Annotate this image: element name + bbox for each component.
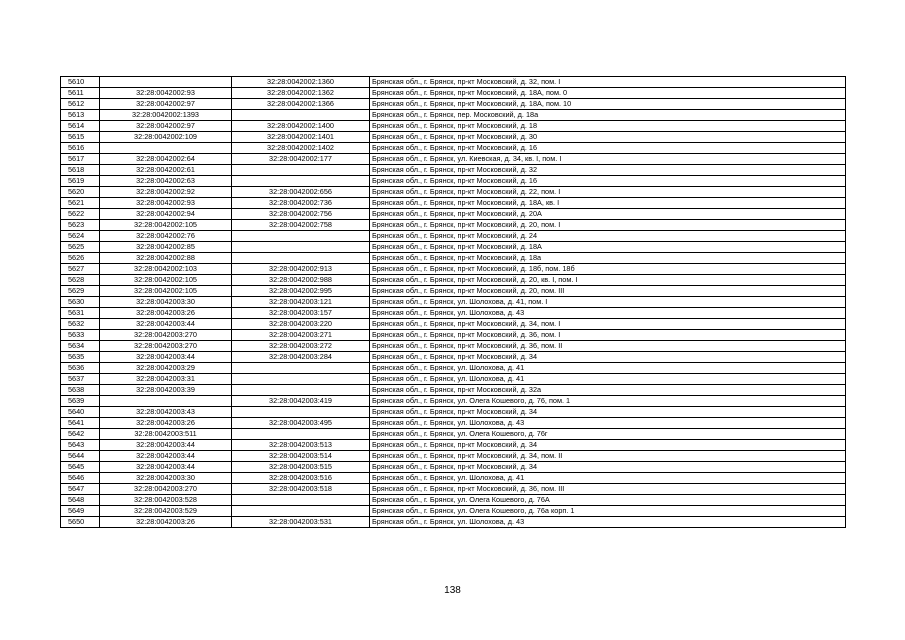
object-cadastral-number-cell: 32:28:0042002:1362 bbox=[232, 88, 370, 99]
table-row bbox=[61, 352, 846, 363]
address-cell: Брянская обл., г. Брянск, пр-кт Московский, д. 34, пом. II bbox=[370, 451, 846, 462]
object-cadastral-number-cell: 32:28:0042002:758 bbox=[232, 220, 370, 231]
object-cadastral-number-cell: 32:28:0042003:220 bbox=[232, 319, 370, 330]
address-cell: Брянская обл., г. Брянск, ул. Олега Кошевого, д. 76а корп. 1 bbox=[370, 506, 846, 517]
parcel-cadastral-number-cell: 32:28:0042003:270 bbox=[100, 341, 232, 352]
table-row bbox=[61, 297, 846, 308]
row-number-cell: 5642 bbox=[61, 429, 100, 440]
address-cell: Брянская обл., г. Брянск, пр-кт Московский, д. 18 bbox=[370, 121, 846, 132]
object-cadastral-number-cell: 32:28:0042002:1401 bbox=[232, 132, 370, 143]
row-number-cell: 5641 bbox=[61, 418, 100, 429]
table-row bbox=[61, 330, 846, 341]
address-cell: Брянская обл., г. Брянск, пр-кт Московский, д. 34, пом. I bbox=[370, 319, 846, 330]
parcel-cadastral-number-cell: 32:28:0042002:76 bbox=[100, 231, 232, 242]
parcel-cadastral-number-cell: 32:28:0042002:85 bbox=[100, 242, 232, 253]
parcel-cadastral-number-cell: 32:28:0042002:64 bbox=[100, 154, 232, 165]
object-cadastral-number-cell: 32:28:0042002:913 bbox=[232, 264, 370, 275]
row-number-cell: 5623 bbox=[61, 220, 100, 231]
address-cell: Брянская обл., г. Брянск, пр-кт Московский, д. 32 bbox=[370, 165, 846, 176]
object-cadastral-number-cell: 32:28:0042002:736 bbox=[232, 198, 370, 209]
object-cadastral-number-cell bbox=[232, 231, 370, 242]
row-number-cell: 5637 bbox=[61, 374, 100, 385]
parcel-cadastral-number-cell: 32:28:0042003:26 bbox=[100, 308, 232, 319]
row-number-cell: 5632 bbox=[61, 319, 100, 330]
row-number-cell: 5644 bbox=[61, 451, 100, 462]
object-cadastral-number-cell bbox=[232, 385, 370, 396]
address-cell: Брянская обл., г. Брянск, пр-кт Московский, д. 20А bbox=[370, 209, 846, 220]
address-cell: Брянская обл., г. Брянск, пр-кт Московский, д. 32, пом. I bbox=[370, 77, 846, 88]
object-cadastral-number-cell: 32:28:0042002:995 bbox=[232, 286, 370, 297]
parcel-cadastral-number-cell: 32:28:0042003:44 bbox=[100, 352, 232, 363]
parcel-cadastral-number-cell: 32:28:0042003:529 bbox=[100, 506, 232, 517]
row-number-cell: 5645 bbox=[61, 462, 100, 473]
object-cadastral-number-cell: 32:28:0042002:756 bbox=[232, 209, 370, 220]
object-cadastral-number-cell: 32:28:0042003:515 bbox=[232, 462, 370, 473]
row-number-cell: 5631 bbox=[61, 308, 100, 319]
object-cadastral-number-cell: 32:28:0042002:656 bbox=[232, 187, 370, 198]
parcel-cadastral-number-cell: 32:28:0042003:26 bbox=[100, 517, 232, 528]
address-cell: Брянская обл., г. Брянск, ул. Киевская, д. 34, кв. I, пом. I bbox=[370, 154, 846, 165]
row-number-cell: 5634 bbox=[61, 341, 100, 352]
object-cadastral-number-cell bbox=[232, 165, 370, 176]
table-row bbox=[61, 396, 846, 407]
address-cell: Брянская обл., г. Брянск, пр-кт Московский, д. 24 bbox=[370, 231, 846, 242]
object-cadastral-number-cell: 32:28:0042003:272 bbox=[232, 341, 370, 352]
table-row bbox=[61, 407, 846, 418]
row-number-cell: 5638 bbox=[61, 385, 100, 396]
address-cell: Брянская обл., г. Брянск, пр-кт Московский, д. 18А, пом. 0 bbox=[370, 88, 846, 99]
object-cadastral-number-cell bbox=[232, 253, 370, 264]
address-cell: Брянская обл., г. Брянск, ул. Олега Кошевого, д. 76, пом. 1 bbox=[370, 396, 846, 407]
object-cadastral-number-cell: 32:28:0042002:1400 bbox=[232, 121, 370, 132]
object-cadastral-number-cell: 32:28:0042003:271 bbox=[232, 330, 370, 341]
object-cadastral-number-cell: 32:28:0042003:419 bbox=[232, 396, 370, 407]
table-row bbox=[61, 110, 846, 121]
object-cadastral-number-cell: 32:28:0042002:1366 bbox=[232, 99, 370, 110]
row-number-cell: 5643 bbox=[61, 440, 100, 451]
address-cell: Брянская обл., г. Брянск, ул. Олега Кошевого, д. 76г bbox=[370, 429, 846, 440]
parcel-cadastral-number-cell: 32:28:0042003:39 bbox=[100, 385, 232, 396]
address-cell: Брянская обл., г. Брянск, пр-кт Московский, д. 20, пом. III bbox=[370, 286, 846, 297]
object-cadastral-number-cell: 32:28:0042003:513 bbox=[232, 440, 370, 451]
object-cadastral-number-cell bbox=[232, 495, 370, 506]
row-number-cell: 5630 bbox=[61, 297, 100, 308]
table-row bbox=[61, 187, 846, 198]
parcel-cadastral-number-cell: 32:28:0042002:88 bbox=[100, 253, 232, 264]
table-row bbox=[61, 231, 846, 242]
table-row bbox=[61, 132, 846, 143]
address-cell: Брянская обл., г. Брянск, пр-кт Московский, д. 34 bbox=[370, 352, 846, 363]
address-cell: Брянская обл., г. Брянск, пр-кт Московский, д. 36, пом. III bbox=[370, 484, 846, 495]
object-cadastral-number-cell bbox=[232, 374, 370, 385]
table-row bbox=[61, 484, 846, 495]
table-row bbox=[61, 429, 846, 440]
parcel-cadastral-number-cell: 32:28:0042002:63 bbox=[100, 176, 232, 187]
row-number-cell: 5646 bbox=[61, 473, 100, 484]
parcel-cadastral-number-cell: 32:28:0042003:44 bbox=[100, 440, 232, 451]
parcel-cadastral-number-cell: 32:28:0042003:26 bbox=[100, 418, 232, 429]
row-number-cell: 5621 bbox=[61, 198, 100, 209]
parcel-cadastral-number-cell: 32:28:0042002:92 bbox=[100, 187, 232, 198]
address-cell: Брянская обл., г. Брянск, пр-кт Московский, д. 20, пом. I bbox=[370, 220, 846, 231]
parcel-cadastral-number-cell: 32:28:0042003:44 bbox=[100, 319, 232, 330]
object-cadastral-number-cell: 32:28:0042002:1360 bbox=[232, 77, 370, 88]
address-cell: Брянская обл., г. Брянск, пр-кт Московский, д. 34 bbox=[370, 462, 846, 473]
object-cadastral-number-cell: 32:28:0042003:284 bbox=[232, 352, 370, 363]
page-number: 138 bbox=[444, 585, 461, 596]
parcel-cadastral-number-cell: 32:28:0042002:1393 bbox=[100, 110, 232, 121]
table-row bbox=[61, 198, 846, 209]
row-number-cell: 5628 bbox=[61, 275, 100, 286]
address-cell: Брянская обл., г. Брянск, пр-кт Московский, д. 18А, пом. 10 bbox=[370, 99, 846, 110]
address-cell: Брянская обл., г. Брянск, ул. Шолохова, д. 43 bbox=[370, 418, 846, 429]
table-row bbox=[61, 363, 846, 374]
parcel-cadastral-number-cell: 32:28:0042003:43 bbox=[100, 407, 232, 418]
parcel-cadastral-number-cell: 32:28:0042003:44 bbox=[100, 451, 232, 462]
parcel-cadastral-number-cell: 32:28:0042002:105 bbox=[100, 220, 232, 231]
parcel-cadastral-number-cell: 32:28:0042003:511 bbox=[100, 429, 232, 440]
parcel-cadastral-number-cell: 32:28:0042002:109 bbox=[100, 132, 232, 143]
row-number-cell: 5639 bbox=[61, 396, 100, 407]
object-cadastral-number-cell: 32:28:0042003:495 bbox=[232, 418, 370, 429]
object-cadastral-number-cell bbox=[232, 506, 370, 517]
object-cadastral-number-cell bbox=[232, 407, 370, 418]
row-number-cell: 5624 bbox=[61, 231, 100, 242]
row-number-cell: 5633 bbox=[61, 330, 100, 341]
parcel-cadastral-number-cell: 32:28:0042002:97 bbox=[100, 121, 232, 132]
row-number-cell: 5611 bbox=[61, 88, 100, 99]
table-row bbox=[61, 308, 846, 319]
object-cadastral-number-cell: 32:28:0042003:518 bbox=[232, 484, 370, 495]
table-row bbox=[61, 506, 846, 517]
table-row bbox=[61, 462, 846, 473]
row-number-cell: 5640 bbox=[61, 407, 100, 418]
parcel-cadastral-number-cell: 32:28:0042002:94 bbox=[100, 209, 232, 220]
table-row bbox=[61, 319, 846, 330]
address-cell: Брянская обл., г. Брянск, пр-кт Московский, д. 20, кв. I, пом. I bbox=[370, 275, 846, 286]
registry-table-body bbox=[61, 77, 846, 528]
object-cadastral-number-cell: 32:28:0042003:157 bbox=[232, 308, 370, 319]
address-cell: Брянская обл., г. Брянск, ул. Шолохова, д. 43 bbox=[370, 517, 846, 528]
address-cell: Брянская обл., г. Брянск, пр-кт Московский, д. 30 bbox=[370, 132, 846, 143]
address-cell: Брянская обл., г. Брянск, пр-кт Московский, д. 18А, кв. I bbox=[370, 198, 846, 209]
address-cell: Брянская обл., г. Брянск, пр-кт Московский, д. 34 bbox=[370, 440, 846, 451]
table-row bbox=[61, 517, 846, 528]
address-cell: Брянская обл., г. Брянск, пр-кт Московский, д. 18б, пом. 18б bbox=[370, 264, 846, 275]
object-cadastral-number-cell: 32:28:0042003:514 bbox=[232, 451, 370, 462]
address-cell: Брянская обл., г. Брянск, пр-кт Московский, д. 22, пом. I bbox=[370, 187, 846, 198]
object-cadastral-number-cell bbox=[232, 363, 370, 374]
parcel-cadastral-number-cell: 32:28:0042002:93 bbox=[100, 198, 232, 209]
row-number-cell: 5610 bbox=[61, 77, 100, 88]
address-cell: Брянская обл., г. Брянск, пр-кт Московский, д. 36, пом. II bbox=[370, 341, 846, 352]
address-cell: Брянская обл., г. Брянск, пр-кт Московский, д. 16 bbox=[370, 176, 846, 187]
address-cell: Брянская обл., г. Брянск, пр-кт Московский, д. 16 bbox=[370, 143, 846, 154]
table-row bbox=[61, 242, 846, 253]
table-row bbox=[61, 286, 846, 297]
object-cadastral-number-cell bbox=[232, 176, 370, 187]
table-row bbox=[61, 165, 846, 176]
parcel-cadastral-number-cell: 32:28:0042003:270 bbox=[100, 484, 232, 495]
table-row bbox=[61, 121, 846, 132]
row-number-cell: 5615 bbox=[61, 132, 100, 143]
address-cell: Брянская обл., г. Брянск, ул. Шолохова, д. 41 bbox=[370, 374, 846, 385]
address-cell: Брянская обл., г. Брянск, пр-кт Московский, д. 18а bbox=[370, 253, 846, 264]
address-cell: Брянская обл., г. Брянск, ул. Шолохова, д. 41 bbox=[370, 473, 846, 484]
object-cadastral-number-cell: 32:28:0042003:121 bbox=[232, 297, 370, 308]
parcel-cadastral-number-cell: 32:28:0042003:44 bbox=[100, 462, 232, 473]
address-cell: Брянская обл., г. Брянск, ул. Шолохова, д. 41 bbox=[370, 363, 846, 374]
row-number-cell: 5620 bbox=[61, 187, 100, 198]
parcel-cadastral-number-cell: 32:28:0042002:105 bbox=[100, 286, 232, 297]
address-cell: Брянская обл., г. Брянск, пер. Московский, д. 18а bbox=[370, 110, 846, 121]
row-number-cell: 5650 bbox=[61, 517, 100, 528]
row-number-cell: 5612 bbox=[61, 99, 100, 110]
address-cell: Брянская обл., г. Брянск, ул. Шолохова, д. 41, пом. I bbox=[370, 297, 846, 308]
parcel-cadastral-number-cell: 32:28:0042003:29 bbox=[100, 363, 232, 374]
table-row bbox=[61, 253, 846, 264]
row-number-cell: 5614 bbox=[61, 121, 100, 132]
object-cadastral-number-cell: 32:28:0042003:531 bbox=[232, 517, 370, 528]
table-row bbox=[61, 275, 846, 286]
object-cadastral-number-cell bbox=[232, 110, 370, 121]
row-number-cell: 5625 bbox=[61, 242, 100, 253]
object-cadastral-number-cell: 32:28:0042002:988 bbox=[232, 275, 370, 286]
row-number-cell: 5613 bbox=[61, 110, 100, 121]
parcel-cadastral-number-cell: 32:28:0042003:30 bbox=[100, 473, 232, 484]
parcel-cadastral-number-cell: 32:28:0042003:30 bbox=[100, 297, 232, 308]
table-row bbox=[61, 264, 846, 275]
table-row bbox=[61, 418, 846, 429]
table-row bbox=[61, 143, 846, 154]
row-number-cell: 5649 bbox=[61, 506, 100, 517]
registry-table bbox=[60, 76, 846, 528]
table-row bbox=[61, 451, 846, 462]
parcel-cadastral-number-cell: 32:28:0042002:61 bbox=[100, 165, 232, 176]
row-number-cell: 5636 bbox=[61, 363, 100, 374]
table-row bbox=[61, 385, 846, 396]
object-cadastral-number-cell bbox=[232, 429, 370, 440]
row-number-cell: 5629 bbox=[61, 286, 100, 297]
row-number-cell: 5627 bbox=[61, 264, 100, 275]
row-number-cell: 5619 bbox=[61, 176, 100, 187]
table-row bbox=[61, 77, 846, 88]
parcel-cadastral-number-cell: 32:28:0042002:105 bbox=[100, 275, 232, 286]
row-number-cell: 5622 bbox=[61, 209, 100, 220]
table-row bbox=[61, 495, 846, 506]
row-number-cell: 5647 bbox=[61, 484, 100, 495]
parcel-cadastral-number-cell: 32:28:0042003:31 bbox=[100, 374, 232, 385]
row-number-cell: 5616 bbox=[61, 143, 100, 154]
address-cell: Брянская обл., г. Брянск, пр-кт Московский, д. 32а bbox=[370, 385, 846, 396]
row-number-cell: 5617 bbox=[61, 154, 100, 165]
parcel-cadastral-number-cell: 32:28:0042003:528 bbox=[100, 495, 232, 506]
row-number-cell: 5618 bbox=[61, 165, 100, 176]
table-row bbox=[61, 374, 846, 385]
table-row bbox=[61, 176, 846, 187]
parcel-cadastral-number-cell: 32:28:0042002:93 bbox=[100, 88, 232, 99]
table-row bbox=[61, 341, 846, 352]
table-row bbox=[61, 209, 846, 220]
address-cell: Брянская обл., г. Брянск, пр-кт Московский, д. 18А bbox=[370, 242, 846, 253]
address-cell: Брянская обл., г. Брянск, ул. Олега Кошевого, д. 76А bbox=[370, 495, 846, 506]
parcel-cadastral-number-cell bbox=[100, 77, 232, 88]
parcel-cadastral-number-cell bbox=[100, 396, 232, 407]
table-row bbox=[61, 473, 846, 484]
table-row bbox=[61, 220, 846, 231]
parcel-cadastral-number-cell: 32:28:0042002:103 bbox=[100, 264, 232, 275]
parcel-cadastral-number-cell: 32:28:0042003:270 bbox=[100, 330, 232, 341]
row-number-cell: 5635 bbox=[61, 352, 100, 363]
address-cell: Брянская обл., г. Брянск, пр-кт Московский, д. 34 bbox=[370, 407, 846, 418]
table-row bbox=[61, 440, 846, 451]
object-cadastral-number-cell: 32:28:0042002:1402 bbox=[232, 143, 370, 154]
row-number-cell: 5648 bbox=[61, 495, 100, 506]
table-row bbox=[61, 99, 846, 110]
row-number-cell: 5626 bbox=[61, 253, 100, 264]
object-cadastral-number-cell: 32:28:0042002:177 bbox=[232, 154, 370, 165]
object-cadastral-number-cell bbox=[232, 242, 370, 253]
parcel-cadastral-number-cell bbox=[100, 143, 232, 154]
table-row bbox=[61, 88, 846, 99]
address-cell: Брянская обл., г. Брянск, ул. Шолохова, д. 43 bbox=[370, 308, 846, 319]
address-cell: Брянская обл., г. Брянск, пр-кт Московский, д. 36, пом. I bbox=[370, 330, 846, 341]
object-cadastral-number-cell: 32:28:0042003:516 bbox=[232, 473, 370, 484]
table-row bbox=[61, 154, 846, 165]
parcel-cadastral-number-cell: 32:28:0042002:97 bbox=[100, 99, 232, 110]
